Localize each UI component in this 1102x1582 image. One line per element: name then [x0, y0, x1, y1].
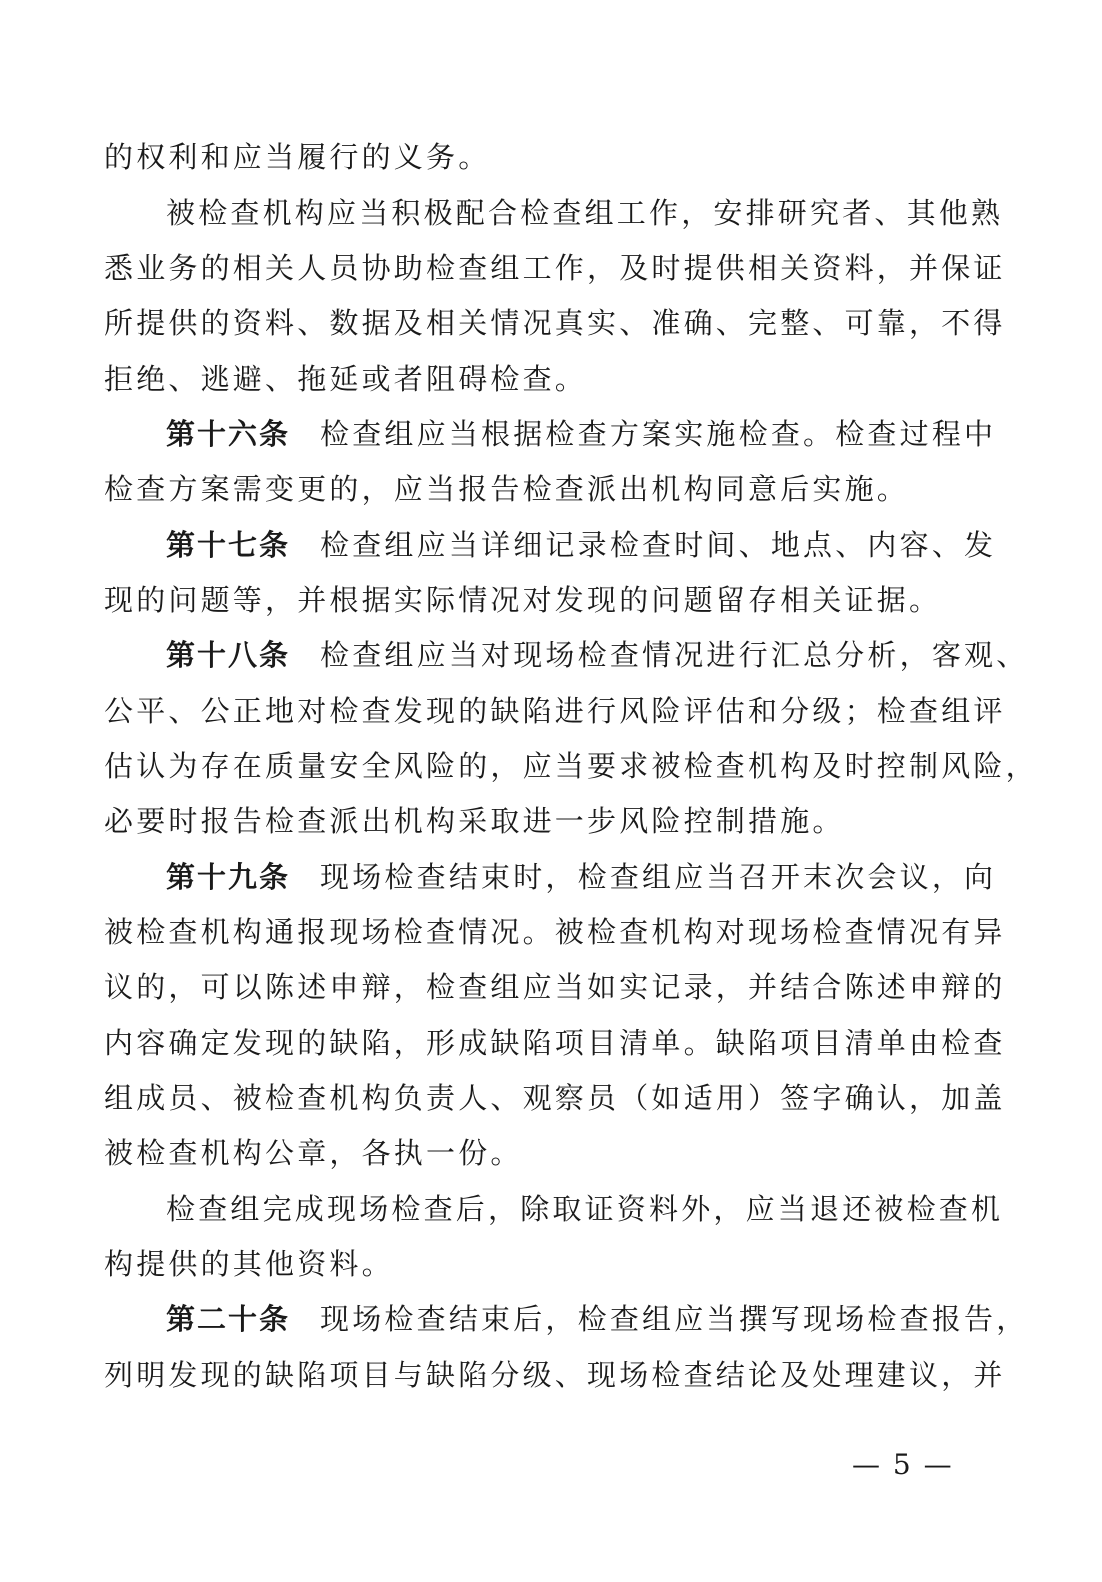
text-line: 被检查机构应当积极配合检查组工作，安排研究者、其他熟 — [166, 196, 1004, 230]
article-20: 第二十条 现场检查结束后，检查组应当撰写现场检查报告， — [166, 1302, 1029, 1336]
text-line: 被检查机构公章，各执一份。 — [104, 1136, 523, 1170]
article-heading: 第十八条 — [166, 638, 291, 672]
text-line: 列明发现的缺陷项目与缺陷分级、现场检查结论及处理建议，并 — [104, 1358, 1006, 1392]
article-16: 第十六条 检查组应当根据检查方案实施检查。检查过程中 — [166, 417, 997, 451]
page-number: — 5 — — [852, 1448, 954, 1481]
text-line: 构提供的其他资料。 — [104, 1247, 394, 1281]
text-line: 现的问题等，并根据实际情况对发现的问题留存相关证据。 — [104, 583, 942, 617]
article-19: 第十九条 现场检查结束时，检查组应当召开末次会议，向 — [166, 860, 997, 894]
article-heading: 第二十条 — [166, 1302, 291, 1336]
article-17: 第十七条 检查组应当详细记录检查时间、地点、内容、发 — [166, 528, 997, 562]
text-line: 内容确定发现的缺陷，形成缺陷项目清单。缺陷项目清单由检查 — [104, 1026, 1006, 1060]
text-line: 估认为存在质量安全风险的，应当要求被检查机构及时控制风险， — [104, 749, 1038, 783]
text-line: 组成员、被检查机构负责人、观察员（如适用）签字确认，加盖 — [104, 1081, 1006, 1115]
text-line: 所提供的资料、数据及相关情况真实、准确、完整、可靠，不得 — [104, 306, 1006, 340]
text-line: 被检查机构通报现场检查情况。被检查机构对现场检查情况有异 — [104, 915, 1006, 949]
text-line: 议的，可以陈述申辩，检查组应当如实记录，并结合陈述申辩的 — [104, 970, 1006, 1004]
article-heading: 第十九条 — [166, 860, 291, 894]
article-heading: 第十六条 — [166, 417, 291, 451]
text-line: 必要时报告检查派出机构采取进一步风险控制措施。 — [104, 804, 845, 838]
article-18: 第十八条 检查组应当对现场检查情况进行汇总分析，客观、 — [166, 638, 1029, 672]
text-line: 的权利和应当履行的义务。 — [104, 140, 491, 174]
text-line: 悉业务的相关人员协助检查组工作，及时提供相关资料，并保证 — [104, 251, 1006, 285]
text-line: 检查组完成现场检查后，除取证资料外，应当退还被检查机 — [166, 1192, 1004, 1226]
text-line: 公平、公正地对检查发现的缺陷进行风险评估和分级；检查组评 — [104, 694, 1006, 728]
text-line: 拒绝、逃避、拖延或者阻碍检查。 — [104, 362, 588, 396]
article-heading: 第十七条 — [166, 528, 291, 562]
text-line: 检查方案需变更的，应当报告检查派出机构同意后实施。 — [104, 472, 910, 506]
